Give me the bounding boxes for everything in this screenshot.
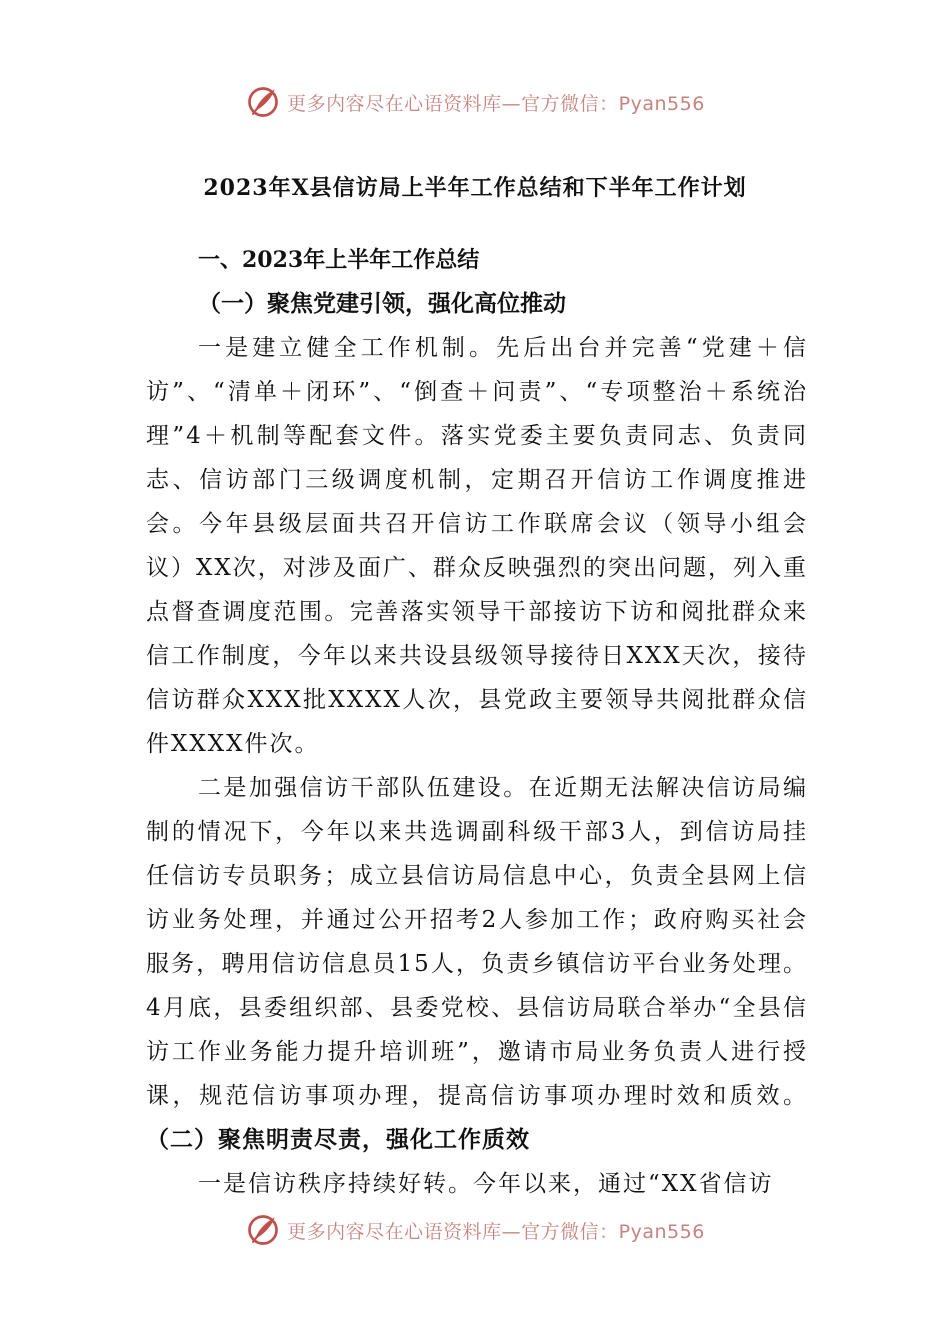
watermark-footer (0, 1210, 950, 1250)
subsection-heading-inline: （二）聚焦明责尽责，强化工作质效 (146, 1126, 530, 1153)
document-body (146, 238, 808, 1206)
watermark-text: 更多内容尽在心语资料库—官方微信：Pyan556 (287, 92, 705, 115)
document-title: 2023年X县信访局上半年工作总结和下半年工作计划 (203, 175, 747, 201)
section-heading: 一、2023年上半年工作总结 (198, 247, 480, 273)
paragraph-text: 二是加强信访干部队伍建设。在近期无法解决信访局编制的情况下，今年以来共选调副科级干部3人，到信访局挂任信访专员职务；成立县信访局信息中心，负责全县网上信访业务处理，并通过公开招考2人参加工作；政府购买社会服务，聘用信访信息员15人，负责乡镇信访平台业务处理。4月底，县委组织部、县委党校、县信访局联合举办“全县信访工作业务能力提升培训班”，邀请市局业务负责人进行授课，规范信访事项办理，提高信访事项办理时效和质效。 (146, 775, 808, 1109)
watermark-text: 更多内容尽在心语资料库—官方微信：Pyan556 (287, 1220, 705, 1243)
quill-logo-icon (245, 1212, 281, 1248)
watermark-header (0, 82, 950, 122)
quill-logo-icon (245, 84, 281, 120)
paragraph: 一是建立健全工作机制。先后出台并完善“党建＋信访”、“清单＋闭环”、“倒查＋问责”、“专项整治＋系统治理”4＋机制等配套文件。落实党委主要负责同志、负责同志、信访部门三级调度机制，定期召开信访工作调度推进会。今年县级层面共召开信访工作联席会议（领导小组会议）XX次，对涉及面广、群众反映强烈的突出问题，列入重点督查调度范围。完善落实领导干部接访下访和阅批群众来信工作制度，今年以来共设县级领导接待日XXX天次，接待信访群众XXX批XXXX人次，县党政主要领导共阅批群众信件XXXX件次。 (146, 335, 808, 757)
subsection-heading: （一）聚焦党建引领，强化高位推动 (198, 290, 566, 317)
paragraph (146, 766, 808, 1162)
paragraph: 一是信访秩序持续好转。今年以来，通过“XX省信访 (198, 1171, 774, 1197)
